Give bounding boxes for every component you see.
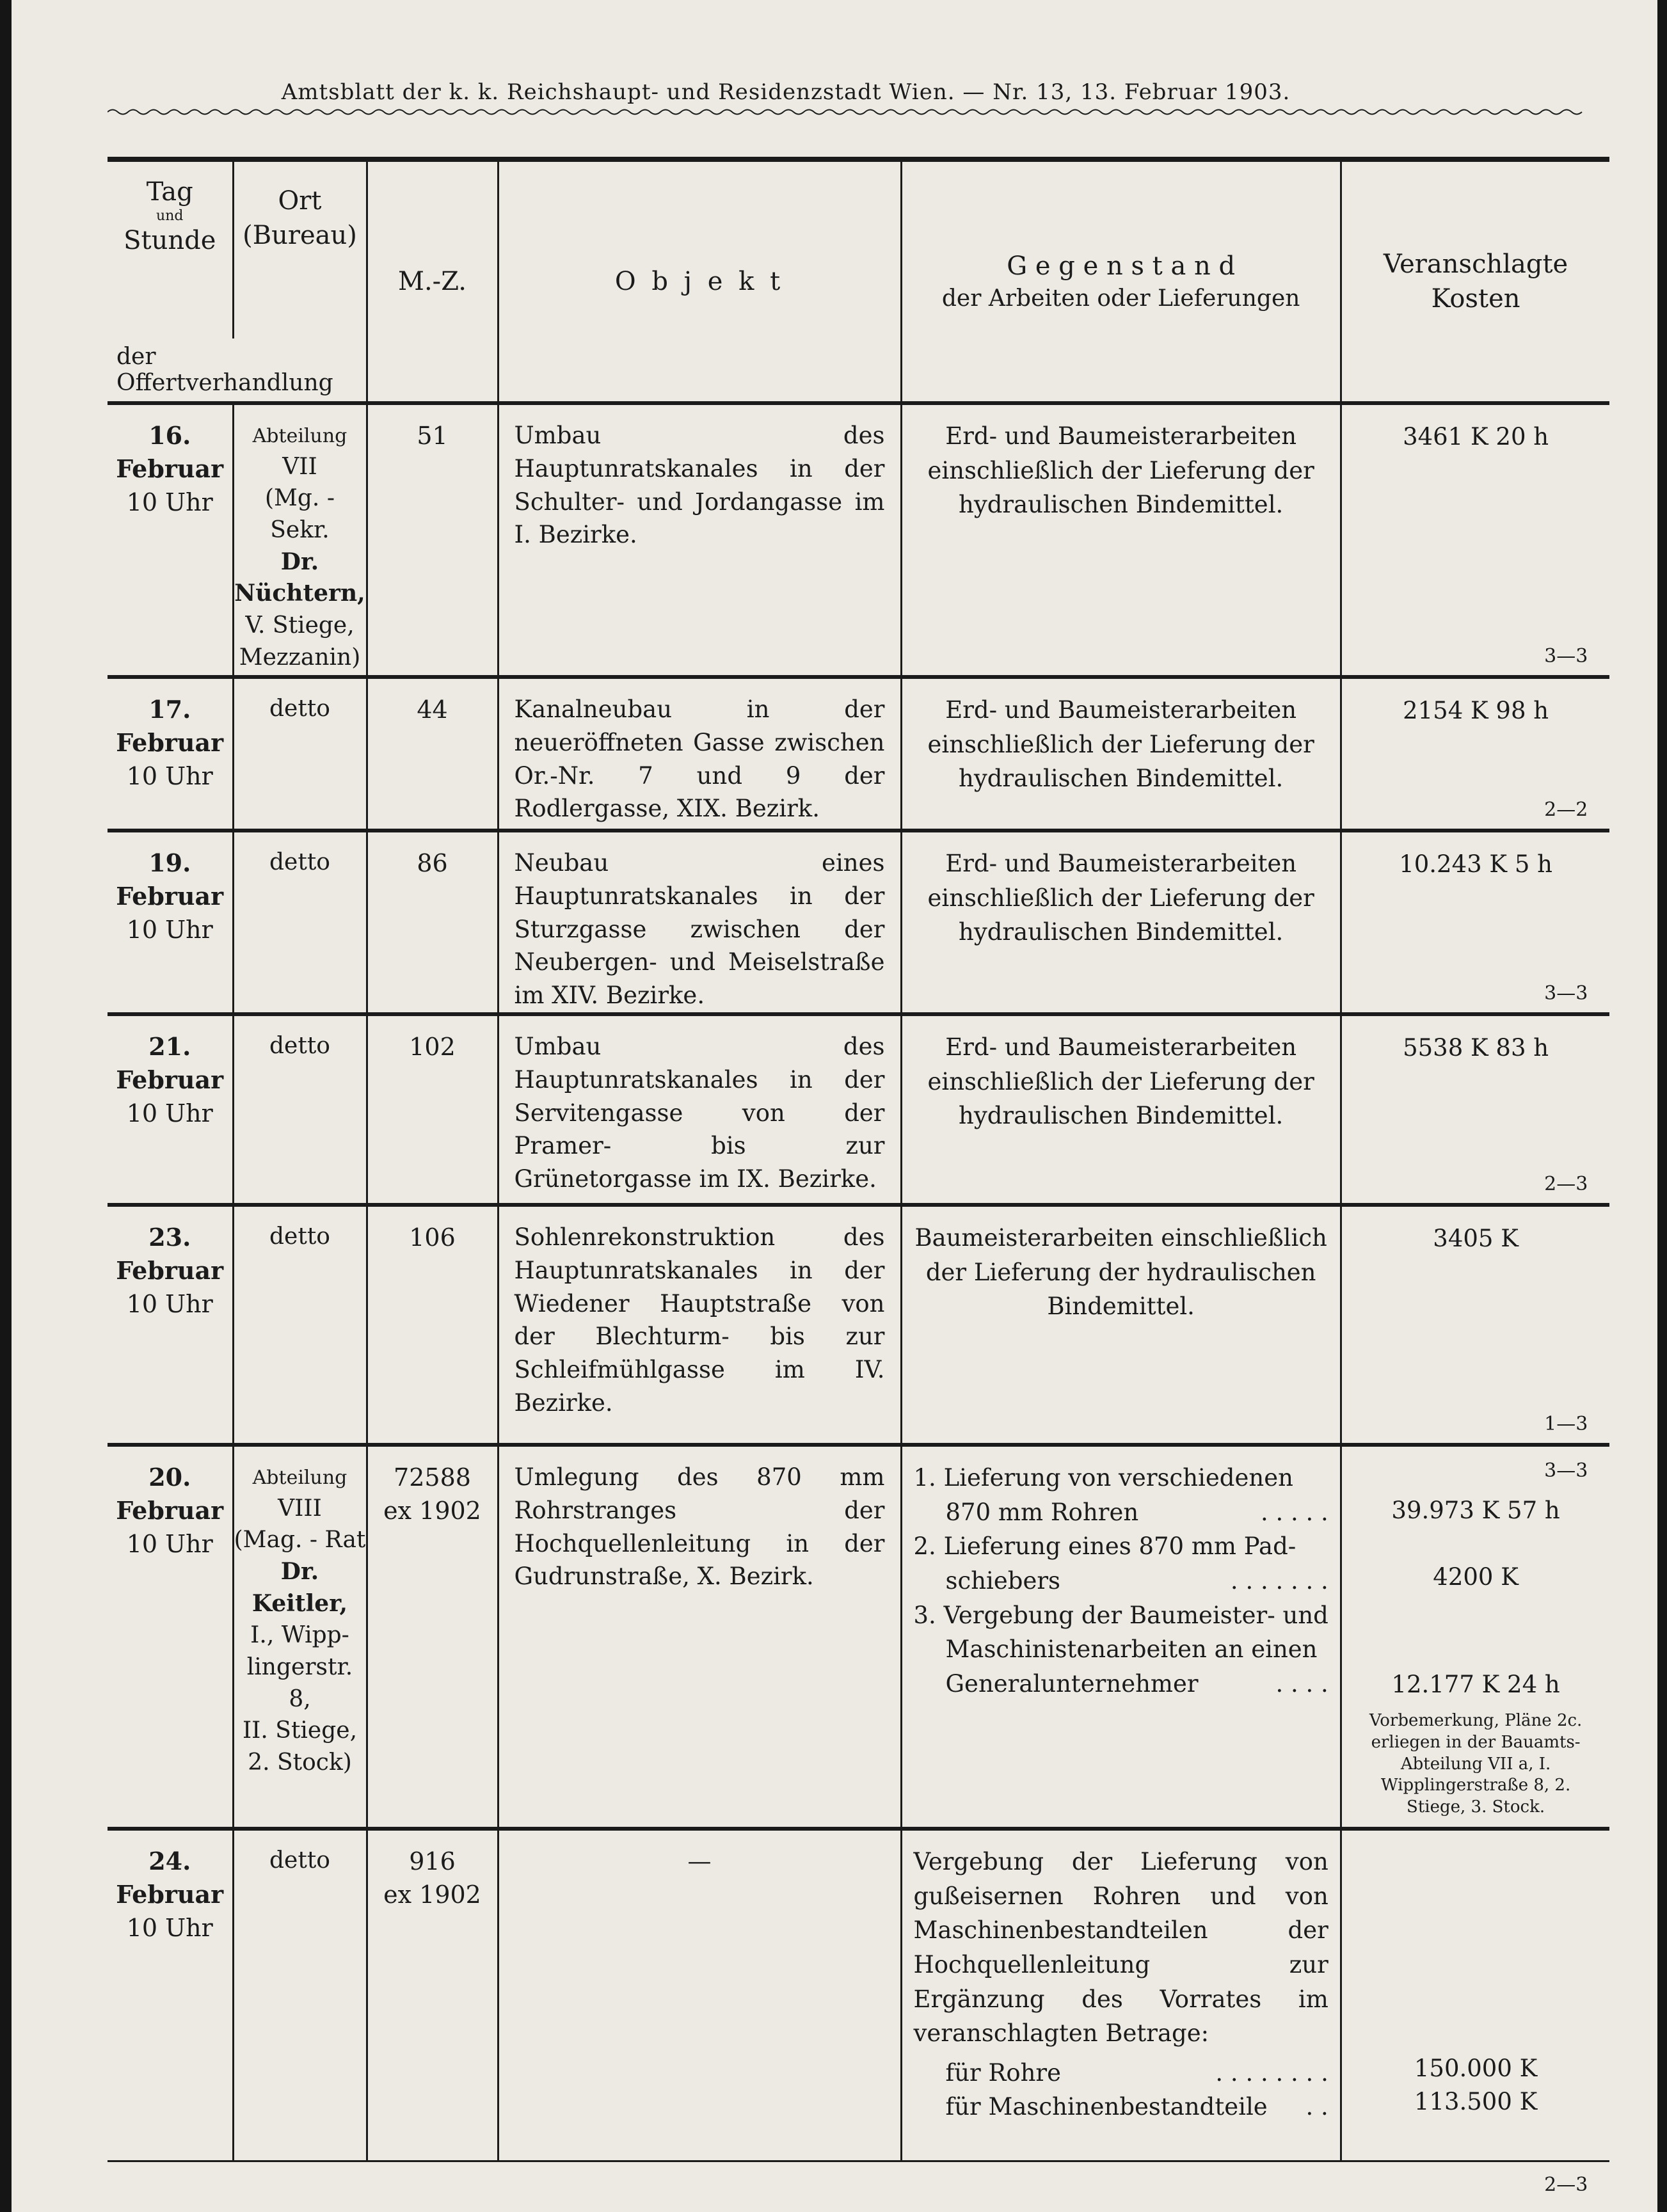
gegenstand-cell (901, 1205, 1341, 1445)
ort-cell (233, 403, 367, 677)
ort-cell (233, 1445, 367, 1829)
mz-value: 102 (409, 1032, 456, 1061)
item-line: Generalunternehmer (945, 1669, 1199, 1698)
kosten-value: 150.000 K (1414, 2054, 1538, 2082)
insertion-mark: 3—3 (1544, 645, 1588, 667)
ort-line: VII (282, 453, 317, 480)
header-tag-stunde (108, 159, 233, 338)
mz-value: 72588 (394, 1463, 471, 1492)
mz-value: 44 (417, 696, 448, 724)
objekt-cell (498, 677, 901, 831)
document-page (12, 0, 1657, 2212)
insertion-mark: 2—3 (1544, 1172, 1588, 1195)
sub-item-label: für Maschinenbestandteile (945, 2093, 1268, 2121)
kosten-cell (1341, 403, 1609, 677)
header-ort-label: Ort (278, 186, 322, 216)
item-number: 1. (913, 1463, 936, 1492)
item-number: 3. (913, 1601, 936, 1629)
table-row (108, 1014, 1609, 1205)
header-stunde: Stunde (124, 226, 216, 255)
kosten-value: 39.973 K 57 h (1391, 1496, 1560, 1524)
row-time: 10 Uhr (126, 1913, 213, 1942)
table-row (108, 1445, 1609, 1829)
list-item (914, 1461, 1328, 1529)
gegenstand-cell (901, 1829, 1341, 2161)
item-line: Vergebung der Baumeister- und (943, 1601, 1328, 1629)
gegenstand-text: Erd- und Baumeisterarbeiten einschließlich der Lieferung der hydraulischen Bindemittel. (927, 1033, 1314, 1130)
header-ort (233, 159, 367, 338)
ort-cell (233, 831, 367, 1014)
mz-value: 106 (409, 1223, 456, 1252)
kosten-cell (1341, 1445, 1609, 1829)
ort-line: detto (269, 1847, 330, 1874)
sub-item (914, 2090, 1328, 2124)
header-objekt (498, 159, 901, 403)
header-mz-label: M.-Z. (398, 267, 467, 296)
ort-line: Nüchtern, (234, 580, 365, 607)
insertion-mark: 2—2 (1544, 799, 1588, 821)
row-time: 10 Uhr (126, 761, 213, 790)
gegenstand-text: Erd- und Baumeisterarbeiten einschließlich der Lieferung der hydraulischen Bindemittel. (927, 850, 1314, 946)
table-row (108, 1205, 1609, 1445)
kosten-cell (1341, 831, 1609, 1014)
ort-line: (Mg. - Sekr. (264, 485, 335, 544)
mz-year: ex 1902 (383, 1881, 481, 1909)
header-objekt-label: O b j e k t (614, 267, 785, 296)
kosten-value: 10.243 K 5 h (1399, 850, 1552, 878)
mz-cell (367, 677, 498, 831)
insertion-mark: 3—3 (1544, 982, 1588, 1005)
leader-dots: . . . . (1275, 1669, 1328, 1698)
ort-line: detto (269, 849, 330, 875)
ort-line: detto (269, 1223, 330, 1250)
kosten-value: 3461 K 20 h (1403, 423, 1549, 450)
date-cell (108, 1445, 233, 1829)
item-line: Lieferung von verschiedenen (943, 1463, 1293, 1492)
kosten-value: 12.177 K 24 h (1391, 1670, 1560, 1698)
gegenstand-cell (901, 1014, 1341, 1205)
ort-line: 2. Stock) (248, 1749, 352, 1776)
date-cell (108, 1829, 233, 2161)
vorbemerkung-note: Vorbemerkung, Pläne 2c. erliegen in der Bauamts-Abteilung VII a, I. Wipplingerstraße 8, 2. Stiege, 3. Stock. (1369, 1710, 1583, 1817)
mz-cell (367, 1829, 498, 2161)
gegenstand-cell (901, 831, 1341, 1014)
row-date: 24. Februar (116, 1846, 224, 1909)
mz-cell (367, 1205, 498, 1445)
ort-line: (Mag. - Rat (234, 1527, 366, 1554)
leader-dots: . . . . . . . . (1215, 2058, 1328, 2087)
kosten-value: 3405 K (1433, 1224, 1519, 1252)
header-gegenstand (901, 159, 1341, 403)
date-cell (108, 403, 233, 677)
insertion-mark: 3—3 (1544, 1459, 1588, 1482)
ort-line: detto (269, 696, 330, 722)
gegenstand-cell (901, 1445, 1341, 1829)
table-header-row (108, 159, 1609, 338)
kosten-cell (1341, 677, 1609, 831)
mz-value: 86 (417, 849, 448, 877)
leader-dots: . . (1305, 2093, 1328, 2121)
objekt-cell (498, 403, 901, 677)
row-time: 10 Uhr (126, 1529, 213, 1558)
objekt-cell (498, 831, 901, 1014)
date-cell (108, 831, 233, 1014)
ort-cell (233, 1205, 367, 1445)
mz-cell (367, 403, 498, 677)
objekt-text: Umbau des Hauptunratskanales in der Servitengasse von der Pramer- bis zur Grünetorgasse im IX. Bezirke. (514, 1032, 885, 1193)
table-row (108, 831, 1609, 1014)
item-number: 2. (913, 1532, 936, 1561)
wavy-rule (108, 107, 1586, 116)
table-row (108, 403, 1609, 677)
row-date: 21. Februar (116, 1031, 224, 1095)
gegenstand-text: Vergebung der Lieferung von gußeisernen Rohren und von Maschinenbestandteilen der Hochquellenleitung zur Ergänzung des Vorrates im veranschlagten Betrage: (913, 1847, 1328, 2048)
header-kosten (1341, 159, 1609, 403)
gegenstand-text: Baumeisterarbeiten einschließlich der Lieferung der hydraulischen Bindemittel. (914, 1223, 1327, 1321)
objekt-text: — (687, 1847, 712, 1875)
item-line: Lieferung eines 870 mm Pad- (943, 1532, 1296, 1561)
sub-item (914, 2056, 1328, 2090)
header-und: und (156, 208, 184, 224)
header-offert-label: der Offertverhandlung (116, 344, 333, 396)
mz-cell (367, 1014, 498, 1205)
kosten-value: 113.500 K (1414, 2087, 1538, 2115)
objekt-cell (498, 1205, 901, 1445)
ort-line: V. Stiege, (245, 612, 355, 639)
ort-line: detto (269, 1032, 330, 1059)
page-header: Amtsblatt der k. k. Reichshaupt- und Residenzstadt Wien. — Nr. 13, 13. Februar 1903. (281, 79, 1291, 105)
insertion-mark: 1—3 (1544, 1412, 1588, 1435)
mz-value: 916 (409, 1847, 456, 1875)
mz-year: ex 1902 (383, 1497, 481, 1525)
ort-line: VIII (278, 1495, 322, 1522)
insertion-mark: 2—3 (1544, 2174, 1588, 2197)
objekt-text: Umlegung des 870 mm Rohrstranges der Hochquellenleitung in der Gudrunstraße, X. Bezirk. (514, 1463, 885, 1591)
objekt-text: Umbau des Hauptunratskanales in der Schulter- und Jordangasse im I. Bezirke. (514, 422, 885, 549)
header-mz (367, 159, 498, 403)
ort-line: Dr. (280, 548, 319, 575)
row-date: 16. Februar (116, 421, 224, 484)
row-time: 10 Uhr (126, 488, 213, 516)
leader-dots: . . . . . (1260, 1498, 1328, 1526)
gegenstand-cell (901, 677, 1341, 831)
leader-dots: . . . . . . . (1230, 1566, 1328, 1595)
row-date: 19. Februar (116, 848, 224, 911)
objekt-cell (498, 1445, 901, 1829)
kosten-value: 5538 K 83 h (1403, 1033, 1549, 1062)
list-item (914, 1529, 1328, 1598)
ort-line: Abteilung (252, 1466, 347, 1489)
date-cell (108, 677, 233, 831)
item-line: Maschinistenarbeiten an einen (945, 1635, 1318, 1664)
header-offertverhandlung (108, 338, 367, 403)
header-tag: Tag (146, 177, 193, 207)
objekt-cell (498, 1014, 901, 1205)
header-bureau-label: (Bureau) (243, 221, 357, 250)
row-time: 10 Uhr (126, 1099, 213, 1127)
header-kosten-1: Veranschlagte (1383, 250, 1568, 279)
objekt-text: Sohlenrekonstruktion des Hauptunratskanales in der Wiedener Hauptstraße von der Blechturm- bis zur Schleifmühlgasse im IV. Bezirke. (514, 1223, 885, 1417)
table-row (108, 1829, 1609, 2161)
row-time: 10 Uhr (126, 915, 213, 944)
gegenstand-text: Erd- und Baumeisterarbeiten einschließlich der Lieferung der hydraulischen Bindemittel. (927, 422, 1314, 519)
ort-line: I., Wipp- (250, 1622, 349, 1649)
table-row (108, 677, 1609, 831)
objekt-text: Kanalneubau in der neueröffneten Gasse zwischen Or.-Nr. 7 und 9 der Rodlergasse, XIX. Bezirk. (514, 696, 885, 823)
row-time: 10 Uhr (126, 1289, 213, 1318)
ort-cell (233, 1014, 367, 1205)
date-cell (108, 1205, 233, 1445)
kosten-cell (1341, 1205, 1609, 1445)
mz-cell (367, 831, 498, 1014)
objekt-text: Neubau eines Hauptunratskanales in der Sturzgasse zwischen der Neubergen- und Meiselstraße im XIV. Bezirke. (514, 849, 885, 1010)
ort-line: Dr. Keitler, (251, 1558, 348, 1617)
mz-cell (367, 1445, 498, 1829)
kosten-value: 2154 K 98 h (1403, 697, 1549, 724)
tender-table (108, 157, 1609, 2197)
item-line: 870 mm Rohren (945, 1498, 1139, 1526)
gegenstand-text: Erd- und Baumeisterarbeiten einschließlich der Lieferung der hydraulischen Bindemittel. (927, 696, 1314, 793)
ort-line: Abteilung (252, 425, 347, 447)
row-date: 23. Februar (116, 1222, 224, 1285)
row-date: 17. Februar (116, 695, 224, 758)
mz-value: 51 (417, 422, 448, 450)
row-date: 20. Februar (116, 1462, 224, 1525)
header-gegenstand-label: G e g e n s t a n d (1007, 251, 1236, 281)
kosten-cell (1341, 1829, 1609, 2197)
item-line: schiebers (945, 1566, 1061, 1595)
sub-item-label: für Rohre (945, 2058, 1062, 2087)
list-item (914, 1598, 1328, 1701)
ort-line: lingerstr. 8, (246, 1654, 353, 1712)
gegenstand-cell (901, 403, 1341, 677)
header-kosten-2: Kosten (1431, 284, 1520, 314)
ort-line: II. Stiege, (242, 1717, 358, 1744)
objekt-cell (498, 1829, 901, 2161)
kosten-cell (1341, 1014, 1609, 1205)
ort-line: Mezzanin) (239, 644, 361, 671)
ort-cell (233, 677, 367, 831)
kosten-value: 4200 K (1433, 1563, 1519, 1591)
date-cell (108, 1014, 233, 1205)
header-gegenstand-sub: der Arbeiten oder Lieferungen (941, 285, 1300, 312)
ort-cell (233, 1829, 367, 2161)
